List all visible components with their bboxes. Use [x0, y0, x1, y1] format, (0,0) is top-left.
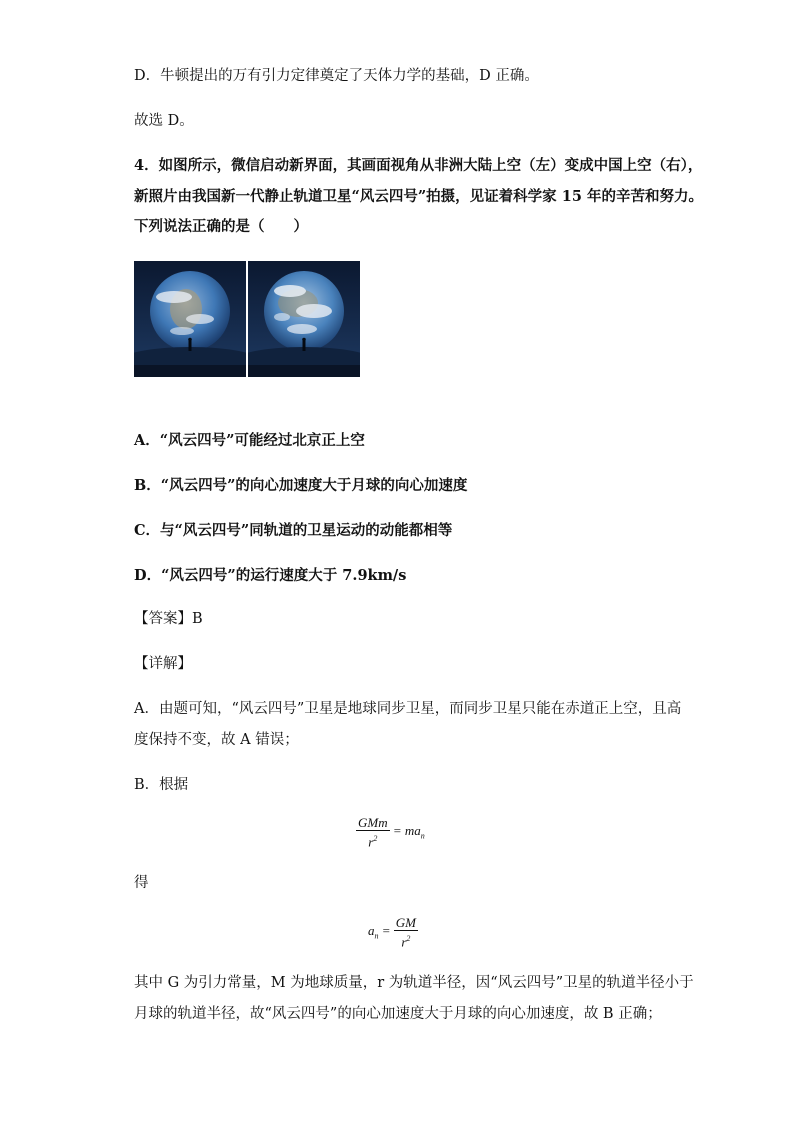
- formula-gravity: [356, 815, 425, 849]
- option-a: A．“风云四号”可能经过北京正上空: [134, 432, 365, 449]
- question-stem-line-2: 新照片由我国新一代静止轨道卫星“风云四号”拍摄，见证着科学家 15 年的辛苦和努力。: [134, 188, 703, 205]
- answer-label: 【答案】B: [134, 611, 203, 627]
- formula-acc-numerator: GM: [395, 915, 416, 930]
- formula-acc-fraction: [394, 915, 418, 949]
- earth-image-china: [248, 261, 360, 377]
- question-stem-line-1: 4．如图所示，微信启动新界面，其画面视角从非洲大陆上空（左）变成中国上空（右），: [134, 157, 703, 174]
- explanation-b-intro: B．根据: [134, 777, 189, 793]
- explanation-a-line-2: 度保持不变，故 A 错误；: [134, 732, 299, 748]
- prev-answer: 故选 D。: [134, 113, 194, 129]
- formula-gravity-denominator: [368, 831, 377, 849]
- option-b: B．“风云四号”的向心加速度大于月球的向心加速度: [134, 477, 468, 494]
- formula-gravity-fraction: [356, 815, 390, 849]
- formula-gravity-numerator: GMm: [358, 815, 388, 830]
- formula-acc-den-base: r: [401, 934, 407, 950]
- formula-acc-eq: =: [378, 923, 394, 939]
- formula-gravity-den-base: r: [368, 834, 374, 850]
- formula-gravity-rhs-sub: n: [420, 831, 425, 841]
- formula-acc-lhs: a: [368, 923, 375, 939]
- prev-option-d: D．牛顿提出的万有引力定律奠定了天体力学的基础，D 正确。: [134, 68, 539, 84]
- explanation-b-line-1: 其中 G 为引力常量，M 为地球质量，r 为轨道半径，因“风云四号”卫星的轨道半径小于: [134, 975, 694, 991]
- derive-label: 得: [134, 875, 149, 891]
- formula-acceleration: [368, 915, 418, 949]
- earth-images: [134, 261, 360, 377]
- explanation-a-line-1: A．由题可知，“风云四号”卫星是地球同步卫星，而同步卫星只能在赤道正上空，且高: [134, 701, 682, 717]
- formula-gravity-den-exp: 2: [373, 834, 378, 843]
- question-stem-line-3: 下列说法正确的是（ ）: [134, 218, 308, 235]
- option-c: C．与“风云四号”同轨道的卫星运动的动能都相等: [134, 522, 453, 539]
- detail-heading: 【详解】: [134, 656, 192, 672]
- formula-acc-den-exp: 2: [406, 934, 411, 943]
- earth-image-africa: [134, 261, 246, 377]
- formula-acc-lhs-sub: n: [374, 931, 379, 941]
- option-d: D．“风云四号”的运行速度大于 7.9km/s: [134, 567, 407, 584]
- explanation-b-line-2: 月球的轨道半径，故“风云四号”的向心加速度大于月球的向心加速度，故 B 正确；: [134, 1006, 662, 1022]
- formula-acc-denominator: [401, 931, 410, 949]
- formula-gravity-rhs: = ma: [392, 823, 421, 839]
